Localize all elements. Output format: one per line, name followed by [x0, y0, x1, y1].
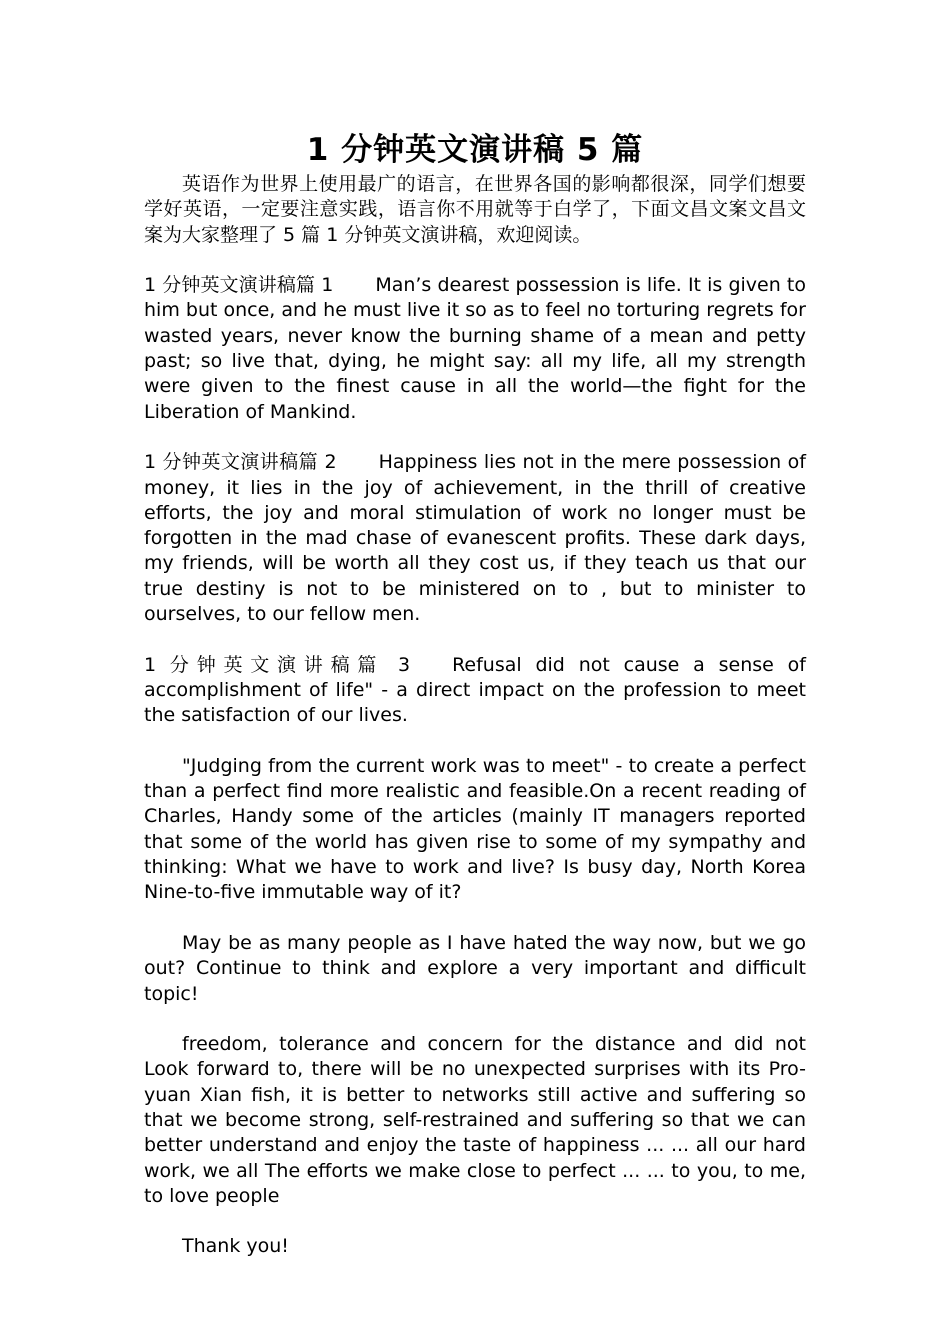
paragraph-gap	[144, 627, 806, 652]
section-2	[144, 450, 806, 627]
paragraph-gap	[144, 729, 806, 754]
section-1	[144, 273, 806, 425]
section-1-text: Man’s dearest possession is life. It is given to him but once, and he must live it so as to feel no torturing regrets for wasted years, never know the burning shame of a mean and petty past; so live that, dying, he might say: all my life, all my strength were given to the finest cause in all the world—the fight for the Liberation of Mankind.	[144, 274, 806, 423]
closing-line: Thank you!	[182, 1235, 289, 1258]
intro-paragraph: 英语作为世界上使用最广的语言，在世界各国的影响都很深，同学们想要学好英语，一定要注意实践，语言你不用就等于白学了，下面文昌文案文昌文案为大家整理了 5 篇 1 分钟英文演讲稿，欢迎阅读。	[144, 173, 806, 246]
section-3-text: Refusal did not cause a sense of accomplishment of life" - a direct impact on the profession to meet the satisfaction of our lives.	[144, 653, 806, 727]
document-title: 1 分钟英文演讲稿 5 篇	[306, 132, 644, 168]
section-1-heading: 1 分钟英文演讲稿篇 1	[144, 274, 334, 297]
body-paragraph-1: "Judging from the current work was to meet" - to create a perfect than a perfect find more realistic and feasible.On a recent reading of Charles, Handy some of the articles (mainly IT managers reported that some of the world has given rise to some of my sympathy and thinking: What we have to work and live? Is busy day, North Korea Nine-to-five immutable way of it?	[144, 754, 806, 904]
paragraph-gap	[144, 425, 806, 450]
section-3	[144, 653, 806, 729]
paragraph-gap	[144, 906, 806, 931]
section-3-heading: 1 分钟英文演讲稿篇 3	[144, 653, 411, 676]
body-paragraph-3: freedom, tolerance and concern for the distance and did not Look forward to, there will be no unexpected surprises with its Pro-yuan Xian fish, it is better to networks still active and suffering so that we become strong, self-restrained and suffering so that we can better understand and enjoy the taste of happiness ... ... all our hard work, we all The efforts we make close to perfect ... ... to you, to me, to love people	[144, 1033, 806, 1207]
paragraph-gap	[144, 248, 806, 273]
body-paragraph-2: May be as many people as I have hated the way now, but we go out? Continue to think and explore a very important and difficult topic!	[144, 931, 806, 1005]
section-2-text: Happiness lies not in the mere possession of money, it lies in the joy of achievement, in the thrill of creative efforts, the joy and moral stimulation of work no longer must be forgotten in the mad chase of evanescent profits. These dark days, my friends, will be worth all they cost us, if they teach us that our true destiny is not to be ministered on to , but to minister to ourselves, to our fellow men.	[144, 451, 806, 626]
paragraph-gap	[144, 1209, 806, 1234]
document-page	[144, 128, 806, 1260]
section-2-heading: 1 分钟英文演讲稿篇 2	[144, 451, 337, 474]
paragraph-gap	[144, 1007, 806, 1032]
